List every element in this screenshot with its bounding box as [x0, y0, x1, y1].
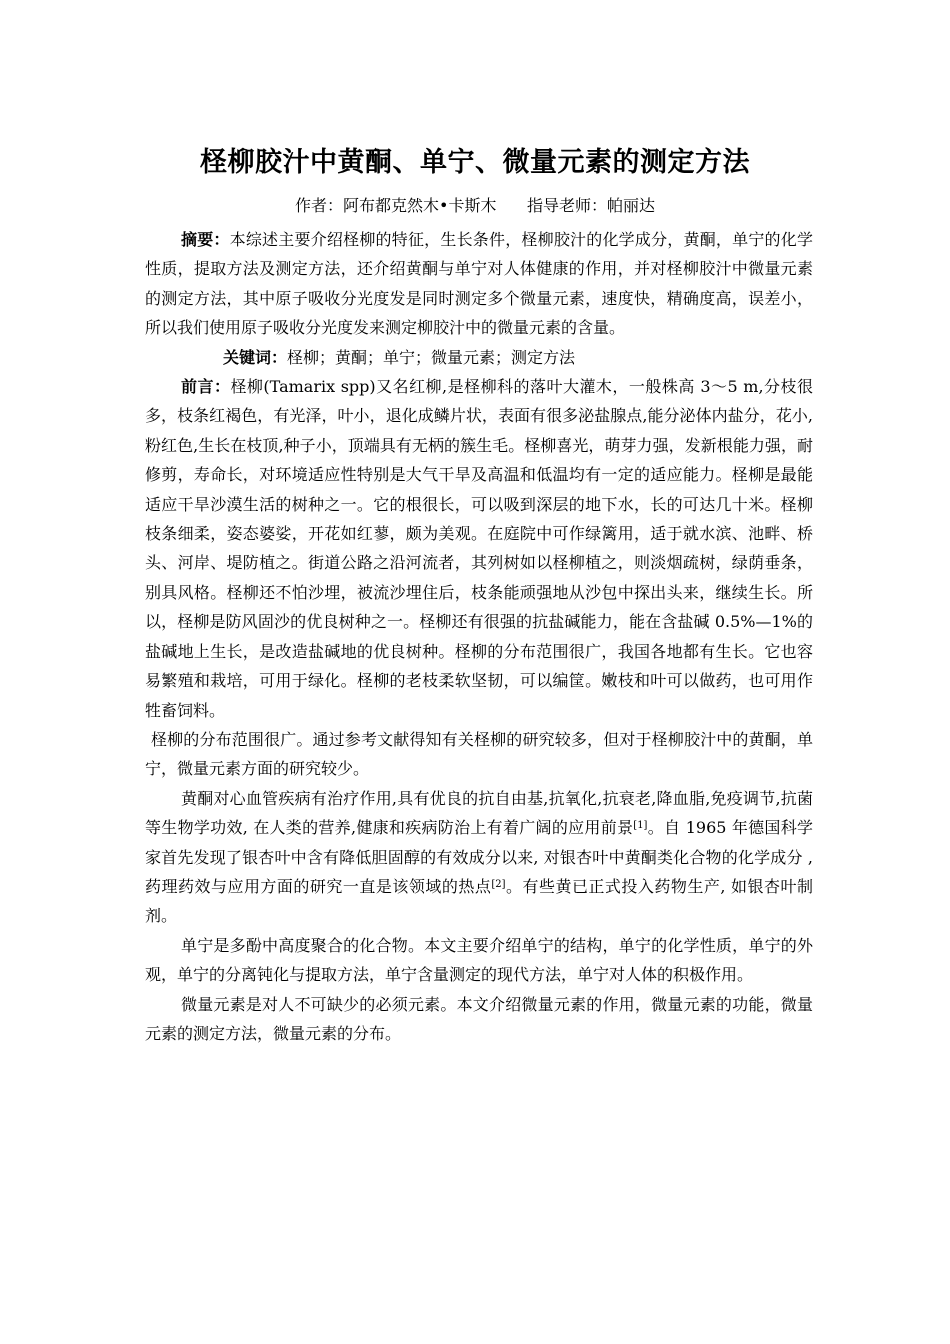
keywords-text: 柽柳；黄酮；单宁；微量元素；测定方法 — [287, 347, 576, 367]
flavone-paragraph — [145, 784, 813, 931]
trace-element-paragraph: 微量元素是对人不可缺少的必须元素。本文介绍微量元素的作用，微量元素的功能，微量元素的测定方法，微量元素的分布。 — [145, 994, 813, 1043]
keywords-label: 关键词： — [223, 347, 288, 367]
flavone-text-3: 。有些黄已正式投入药物生产, 如银杏叶制剂。 — [145, 876, 813, 926]
document-title: 柽柳胶汁中黄酮、单宁、微量元素的测定方法 — [200, 147, 750, 178]
abstract-paragraph — [145, 225, 813, 343]
preface-paragraph — [145, 372, 813, 725]
citation-ref-1: [1] — [633, 820, 648, 832]
distribution-paragraph: 柽柳的分布范围很广。通过参考文献得知有关柽柳的研究较多，但对于柽柳胶汁中的黄酮，单宁，微量元素方面的研究较少。 — [145, 729, 813, 779]
document-body — [145, 225, 813, 1048]
flavone-text-1: 黄酮对心血管疾病有治疗作用,具有优良的抗自由基,抗氧化,抗衰老,降血脂,免疫调节,抗菌等生物学功效, 在人类的营养,健康和疾病防治上有着广阔的应用前景 — [145, 788, 813, 838]
citation-ref-2: [2] — [491, 878, 506, 890]
flavone-text-2: 。自 1965 年德国科学家首先发现了银杏叶中含有降低胆固醇的有效成分以来, 对银杏叶中黄酮类化合物的化学成分 ,药理药效与应用方面的研究一直是该领域的热点 — [145, 818, 813, 896]
keywords-paragraph — [145, 343, 813, 372]
tannin-paragraph: 单宁是多酚中高度聚合的化合物。本文主要介绍单宁的结构，单宁的化学性质，单宁的外观，单宁的分离钝化与提取方法，单宁含量测定的现代方法，单宁对人体的积极作用。 — [145, 935, 813, 985]
preface-label: 前言： — [181, 377, 231, 397]
preface-text: 柽柳(Tamarix spp)又名红柳,是柽柳科的落叶大灌木，一般株高 3～5 m,分枝很多，枝条红褐色，有光泽，叶小，退化成鳞片状，表面有很多泌盐腺点,能分泌体内盐分，花小,粉红色,生长在枝顶,种子小，顶端具有无柄的簇生毛。柽柳喜光，萌芽力强，发新根能力强，耐修剪，寿命长，对环境适应性特别是大气干旱及高温和低温均有一定的适应能力。柽柳是最能适应干旱沙漠生活的树种之一。它的根很长，可以吸到深层的地下水，长的可达几十米。柽柳枝条细柔，姿态婆娑，开花如红蓼，颇为美观。在庭院中可作绿篱用，适于就水滨、池畔、桥头、河岸、堤防植之。街道公路之沿河流者，其列树如以柽柳植之，则淡烟疏树，绿荫垂条，别具风格。柽柳还不怕沙埋，被流沙埋住后，枝条能顽强地从沙包中探出头来，继续生长。所以，柽柳是防风固沙的优良树种之一。柽柳还有很强的抗盐碱能力，能在含盐碱 0.5%—1%的盐碱地上生长，是改造盐碱地的优良树种。柽柳的分布范围很广，我国各地都有生长。它也容易繁殖和栽培，可用于绿化。柽柳的老枝柔软坚韧，可以编筐。嫩枝和叶可以做药，也可用作牲畜饲料。 — [145, 377, 813, 720]
abstract-text: 本综述主要介绍柽柳的特征，生长条件，柽柳胶汁的化学成分，黄酮，单宁的化学性质，提取方法及测定方法，还介绍黄酮与单宁对人体健康的作用，并对柽柳胶汁中微量元素的测定方法，其中原子吸收分光度发是同时测定多个微量元素，速度快，精确度高，误差小，所以我们使用原子吸收分光度发来测定柳胶汁中的微量元素的含量。 — [145, 230, 813, 338]
abstract-label: 摘要： — [181, 230, 230, 249]
author-line: 作者：阿布都克然木•卡斯木 指导老师：帕丽达 — [295, 196, 655, 215]
